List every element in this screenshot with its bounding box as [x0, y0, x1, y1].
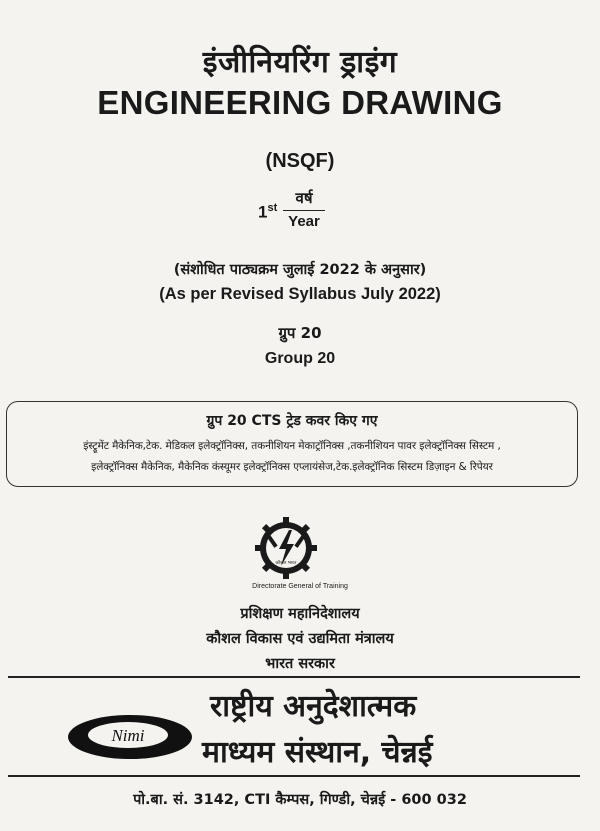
bottom-rule: [8, 775, 580, 777]
syllabus-note-english: (As per Revised Syllabus July 2022): [159, 285, 441, 303]
publisher-address: पो.बा. सं. 3142, CTI कैम्पस, गिण्डी, चेन्नई - 600 032: [133, 792, 467, 808]
org-line-3: भारत सरकार: [265, 656, 335, 672]
year-block: [250, 188, 350, 244]
emblem-motto: कौशल भारत: [275, 561, 297, 566]
title-hindi: इंजीनियरिंग ड्राइंग: [202, 45, 398, 80]
year-label-english: Year: [288, 213, 320, 230]
trades-covered-box: [6, 401, 578, 487]
trades-list-line-2: इलेक्ट्रॉनिक्स मैकेनिक, मैकेनिक कंस्यूमर इलेक्ट्रॉनिक्स एप्लायंसेज,टेक.इलेक्ट्रॉनिक सिस्टम डिज़ाइन & रिपेयर: [91, 461, 493, 473]
publisher-name-line-2: माध्यम संस्थान, चेन्नई: [202, 735, 433, 770]
trades-heading: ग्रुप 20 CTS ट्रेड कवर किए गए: [206, 413, 378, 429]
group-english: Group 20: [264, 350, 336, 367]
nimi-logo-icon: [66, 713, 194, 761]
dgt-gear-emblem-icon: [254, 516, 318, 580]
dgt-name: Directorate General of Training: [252, 583, 348, 590]
nimi-logo-text: Nimi: [111, 726, 145, 745]
trades-list-line-1: इंस्ट्रूमेंट मैकेनिक,टेक. मेडिकल इलेक्ट्रॉनिक्स, तकनीशियन मेकाट्रॉनिक्स ,तकनीशियन पावर इलेक्ट्रॉनिक्स सिस्टम ,: [83, 440, 501, 452]
publisher-name-line-1: राष्ट्रीय अनुदेशात्मक: [210, 689, 417, 724]
syllabus-note-hindi: (संशोधित पाठ्यक्रम जुलाई 2022 के अनुसार): [173, 262, 427, 278]
year-label-hindi: वर्ष: [295, 189, 313, 207]
year-number: 1st: [258, 202, 278, 222]
org-line-1: प्रशिक्षण महानिदेशालय: [240, 606, 360, 622]
org-line-2: कौशल विकास एवं उद्यमिता मंत्रालय: [206, 631, 394, 647]
year-divider: [283, 210, 325, 211]
top-rule: [8, 676, 580, 678]
framework-label: (NSQF): [265, 150, 335, 172]
year-suffix: st: [267, 202, 278, 214]
title-english: ENGINEERING DRAWING: [97, 84, 503, 121]
group-hindi: ग्रुप 20: [278, 324, 322, 342]
